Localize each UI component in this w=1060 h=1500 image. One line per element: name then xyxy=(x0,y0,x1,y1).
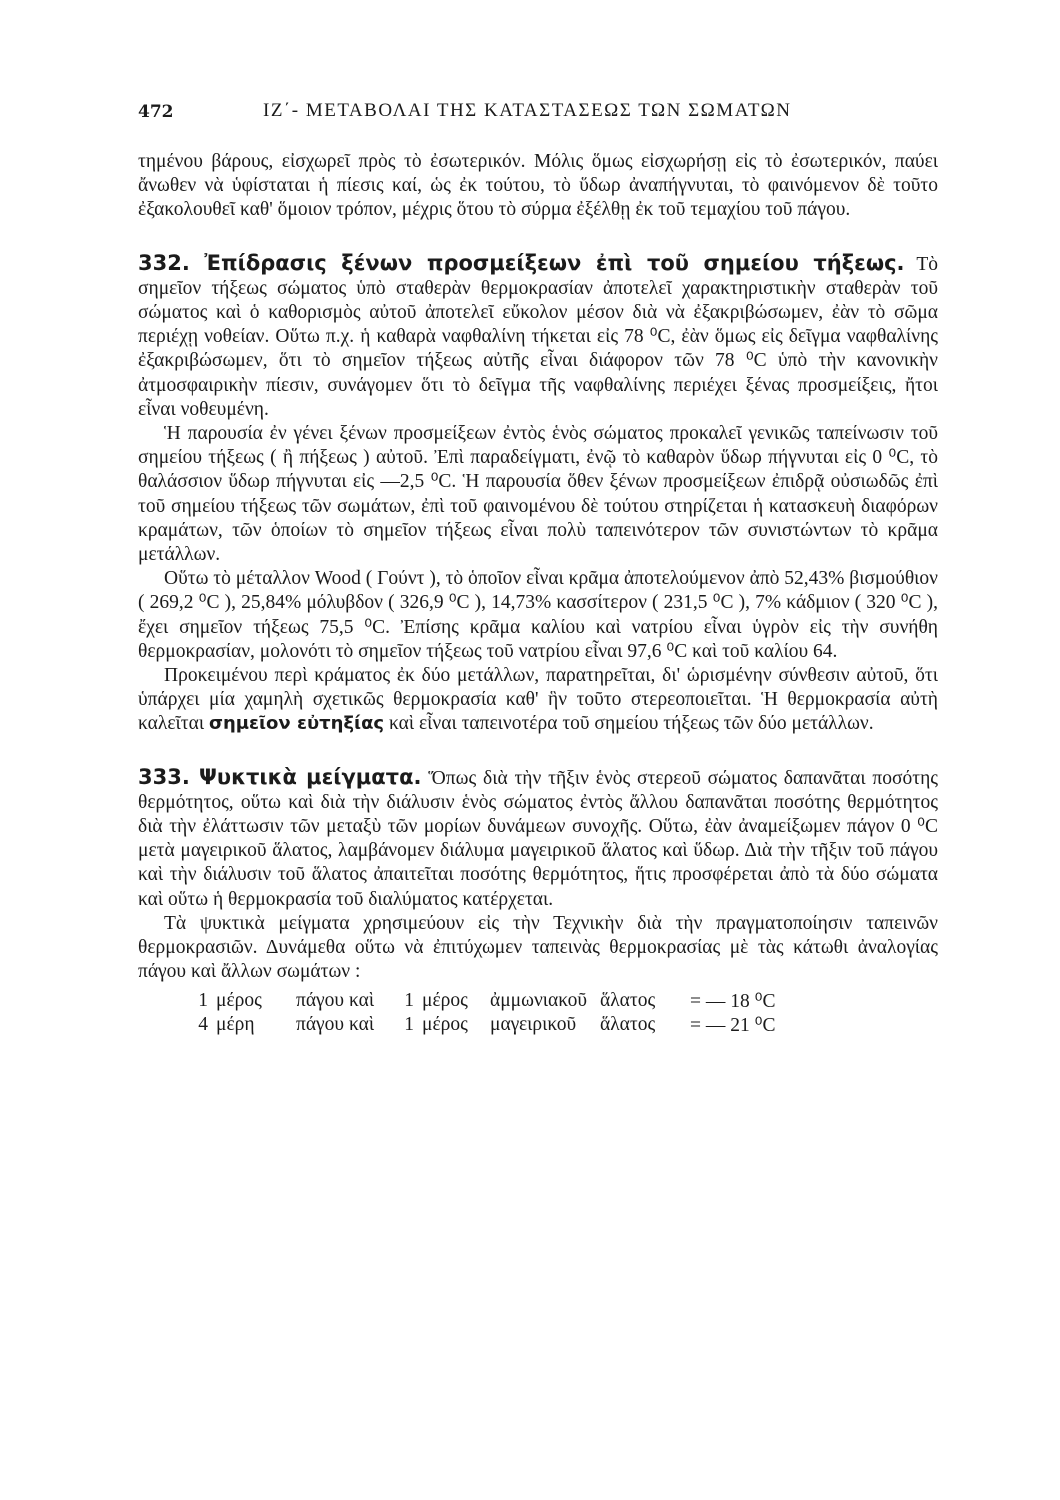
para4-text-after: καὶ εἶναι ταπεινοτέρα τοῦ σημείου τήξεως τῶν δύο μετάλλων. xyxy=(384,713,874,735)
quantity2-cell: 1 xyxy=(404,1013,414,1035)
freezing-mixtures-table xyxy=(138,989,775,1037)
book-page xyxy=(138,96,938,1037)
section-333-first-paragraph xyxy=(138,765,938,912)
substance-cell: ἀμμωνιακοῦ xyxy=(490,989,588,1011)
ice-cell: πάγου καὶ xyxy=(296,989,375,1011)
section-332-lead: Τὸ σημεῖον τήξεως σώματος ὑπὸ σταθερὰν θερμοκρασίαν ἀποτελεῖ χαρακτηριστικὴν σταθερὰν τοῦ σώματος καὶ ὁ καθορισμὸς αὐτοῦ ἀποτελεῖ εὔκολον μέσον διὰ νὰ ἐξακριβώσωμεν, ἐὰν τὸ σῶμα περιέχῃ νοθείαν. Οὕτω π.χ. ἡ καθαρὰ ναφθαλίνη τήκεται εἰς 78 ⁰C, ἐὰν ὅμως εἰς δεῖγμα ναφθαλίνης ἐξακριβώσωμεν, ὅτι τὸ σημεῖον τήξεως αὐτῆς εἶναι διάφορον τῶν 78 ⁰C ὑπὸ τὴν κανονικὴν ἀτμοσφαιρικὴν πίεσιν, συνάγομεν ὅτι τὸ δεῖγμα τῆς ναφθαλίνης περιέχει ξένας προσμείξεις, ἤτοι εἶναι νοθευμένη. xyxy=(138,253,939,420)
ice-cell: πάγου καὶ xyxy=(296,1013,375,1035)
unit-cell: μέρος xyxy=(216,989,262,1011)
temperature-cell: = — 18 ⁰C xyxy=(690,990,776,1012)
running-head: ΙΖ΄- ΜΕΤΑΒΟΛΑΙ ΤΗΣ ΚΑΤΑΣΤΑΣΕΩΣ ΤΩΝ ΣΩΜΑΤΩΝ xyxy=(263,100,792,121)
salt-cell: ἅλατος xyxy=(600,989,656,1011)
table-row xyxy=(138,989,775,1013)
intro-paragraph: τημένου βάρους, εἰσχωρεῖ πρὸς τὸ ἐσωτερικόν. Μόλις ὅμως εἰσχωρήσῃ εἰς τὸ ἐσωτερικόν, παύει ἄνωθεν νὰ ὑφίσταται ἡ πίεσις καί, ὡς ἐκ τούτου, τὸ ὕδωρ ἀναπήγνυται, τὸ φαινόμενον δὲ τοῦτο ἐξακολουθεῖ καθ' ὅμοιον τρόπον, μέχρις ὅτου τὸ σύρμα ἐξέλθῃ ἐκ τοῦ τεμαχίου τοῦ πάγου. xyxy=(138,151,938,221)
temperature-cell: = — 21 ⁰C xyxy=(690,1014,776,1036)
section-332-paragraph-2: Ἡ παρουσία ἐν γένει ξένων προσμείξεων ἐντὸς ἑνὸς σώματος προκαλεῖ γενικῶς ταπείνωσιν τοῦ σημείου τήξεως ( ἢ πήξεως ) αὐτοῦ. Ἐπὶ παραδείγματι, ἐνῷ τὸ καθαρὸν ὕδωρ πήγνυται εἰς 0 ⁰C, τὸ θαλάσσιον ὕδωρ πήγνυται εἰς —2,5 ⁰C. Ἡ παρουσία ὅθεν ξένων προσμείξεων ἐπιδρᾷ οὐσιωδῶς ἐπὶ τοῦ σημείου τήξεως τῶν σωμάτων, ἐπὶ τοῦ φαινομένου δὲ τούτου στηρίζεται ἡ κατασκευὴ διαφόρων κραμάτων, τῶν ὁποίων τὸ σημεῖον τήξεως εἶναι πολὺ ταπεινότερον τῶν συνιστώντων τὸ κρᾶμα μετάλλων. xyxy=(138,423,938,566)
section-333-title: 333. Ψυκτικὰ μείγματα. xyxy=(138,764,422,789)
section-332-paragraph-3: Οὕτω τὸ μέταλλον Wood ( Γούντ ), τὸ ὁποῖον εἶναι κρᾶμα ἀποτελούμενον ἀπὸ 52,43% βισμούθιον ( 269,2 ⁰C ), 25,84% μόλυβδον ( 326,9 ⁰C ), 14,73% κασσίτερον ( 231,5 ⁰C ), 7% κάδμιον ( 320 ⁰C ), ἔχει σημεῖον τήξεως 75,5 ⁰C. Ἐπίσης κρᾶμα καλίου καὶ νατρίου εἶναι ὑγρὸν εἰς τὴν συνήθη θερμοκρασίαν, μολονότι τὸ σημεῖον τήξεως τοῦ νατρίου εἶναι 97,6 ⁰C καὶ τοῦ καλίου 64. xyxy=(138,568,938,662)
section-332-paragraph-4 xyxy=(138,664,938,737)
para4-text-before: Προκειμένου περὶ κράματος ἐκ δύο μετάλλων, παρατηρεῖται, δι' ὡρισμένην σύνθεσιν αὐτοῦ, ὅτι ὑπάρχει μία χαμηλὴ σχετικῶς θερμοκρασία καθ' ἣν τοῦτο στερεοποιεῖται. Ἡ θερμοκρασία αὐτὴ καλεῖται xyxy=(138,665,938,735)
section-333-lead: Ὅπως διὰ τὴν τῆξιν ἑνὸς στερεοῦ σώματος δαπανᾶται ποσότης θερμότητος, οὕτω καὶ διὰ τὴν διάλυσιν ἑνὸς σώματος ἐντὸς ἄλλου δαπανᾶται ποσότης θερμότητος διὰ τὴν ἐλάττωσιν τῶν μεταξὺ τῶν μορίων δυνάμεων συνοχῆς. Οὕτω, ἐὰν ἀναμείξωμεν πάγον 0 ⁰C μετὰ μαγειρικοῦ ἅλατος, λαμβάνομεν διάλυμα μαγειρικοῦ ἅλατος καὶ ὕδωρ. Διὰ τὴν τῆξιν τοῦ πάγου καὶ τὴν διάλυσιν τοῦ ἅλατος ἀπαιτεῖται ποσότης θερμότητος, ἥτις προσφέρεται ἀπὸ τὰ δύο σώματα καὶ οὕτω ἡ θερμοκρασία τοῦ διαλύματος κατέρχεται. xyxy=(138,767,938,910)
quantity-cell: 1 xyxy=(198,989,208,1011)
unit2-cell: μέρος xyxy=(422,989,468,1011)
unit2-cell: μέρος xyxy=(422,1013,468,1035)
table-row xyxy=(138,1013,775,1037)
section-332-title: 332. Ἐπίδρασις ξένων προσμείξεων ἐπὶ τοῦ σημείου τήξεως. xyxy=(138,250,905,275)
section-333-paragraph-2: Τὰ ψυκτικὰ μείγματα χρησιμεύουν εἰς τὴν Τεχνικὴν διὰ τὴν πραγματοποίησιν ταπεινῶν θερμοκρασιῶν. Δυνάμεθα οὕτω νὰ ἐπιτύχωμεν ταπεινὰς θερμοκρασίας μὲ τὰς κάτωθι ἀναλογίας πάγου καὶ ἄλλων σωμάτων : xyxy=(138,912,938,983)
page-number: 472 xyxy=(138,102,174,122)
page-header xyxy=(138,96,938,136)
salt-cell: ἅλατος xyxy=(600,1013,656,1035)
quantity-cell: 4 xyxy=(198,1013,208,1035)
substance-cell: μαγειρικοῦ xyxy=(490,1013,577,1035)
eutectic-point-term: σημεῖον εὐτηξίας xyxy=(208,713,385,735)
unit-cell: μέρη xyxy=(216,1013,255,1035)
quantity2-cell: 1 xyxy=(404,989,414,1011)
section-332-first-paragraph xyxy=(138,251,938,422)
